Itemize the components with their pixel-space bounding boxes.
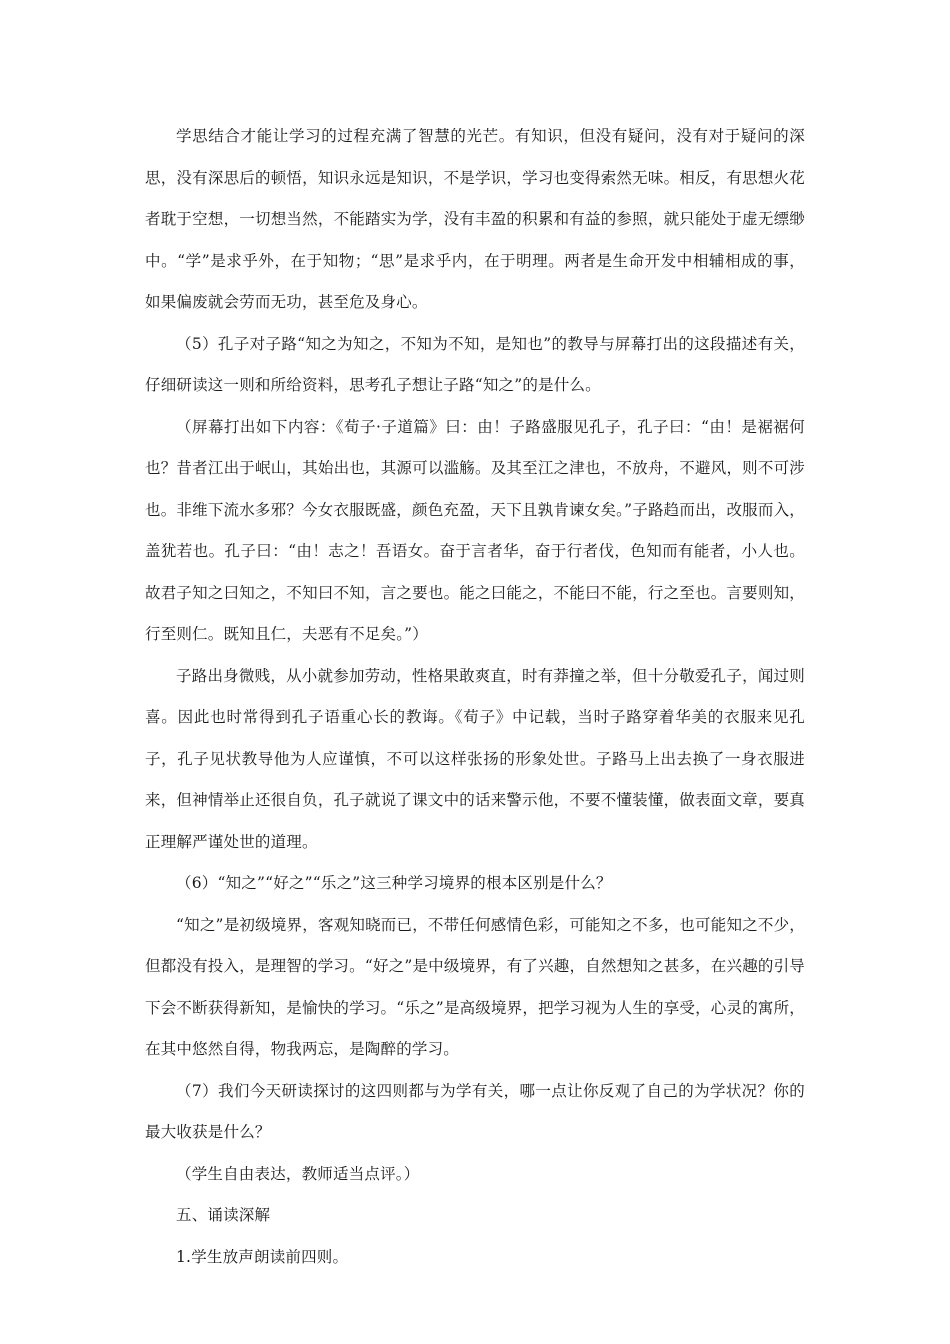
paragraph-student-expression: （学生自由表达，教师适当点评。）	[176, 1164, 420, 1183]
section-heading-recitation: 五、诵读深解	[176, 1206, 271, 1224]
document-page	[145, 116, 805, 1278]
paragraph-study-thinking: 学思结合才能让学习的过程充满了智慧的光芒。有知识，但没有疑问，没有对于疑问的深思，没有深思后的顿悟，知识永远是知识，不是学识，学习也变得索然无味。相反，有思想火花者耽于空想，一切想当然，不能踏实为学，没有丰盈的积累和有益的参照，就只能处于虚无缥缈中。“学”是求乎外，在于知物；“思”是求乎内，在于明理。两者是生命开发中相辅相成的事，如果偏废就会劳而无功，甚至危及身心。	[145, 127, 805, 311]
paragraph-question-7: （7）我们今天研读探讨的这四则都与为学有关，哪一点让你反观了自己的为学状况？你的最大收获是什么？	[145, 1081, 805, 1141]
paragraph-question-6: （6）“知之”“好之”“乐之”这三种学习境界的根本区别是什么？	[176, 874, 612, 892]
paragraph-three-realms: “知之”是初级境界，客观知晓而已，不带任何感情色彩，可能知之不多，也可能知之不少，但都没有投入，是理智的学习。“好之”是中级境界，有了兴趣，自然想知之甚多，在兴趣的引导下会不断获得新知，是愉快的学习。“乐之”是高级境界，把学习视为人生的享受，心灵的寓所，在其中悠然自得，物我两忘，是陶醉的学习。	[145, 915, 805, 1058]
paragraph-zilu-background: 子路出身微贱，从小就参加劳动，性格果敢爽直，时有莽撞之举，但十分敬爱孔子，闻过则喜。因此也时常得到孔子语重心长的教诲。《荀子》中记载，当时子路穿着华美的衣服来见孔子，孔子见状教导他为人应谨慎，不可以这样张扬的形象处世。子路马上出去换了一身衣服进来，但神情举止还很自负，孔子就说了课文中的话来警示他，不要不懂装懂，做表面文章，要真正理解严谨处世的道理。	[145, 666, 805, 851]
paragraph-xunzi-quote: （屏幕打出如下内容：《荀子·子道篇》曰：由！子路盛服见孔子，孔子曰：“由！是裾裾何也？昔者江出于岷山，其始出也，其源可以滥觞。及其至江之津也，不放舟，不避风，则不可涉也。非维下流水多邪？今女衣服既盛，颜色充盈，天下且孰肯谏女矣。”子路趋而出，改服而入，盖犹若也。孔子曰：“由！志之！吾语女。奋于言者华，奋于行者伐，色知而有能者，小人也。故君子知之曰知之，不知曰不知，言之要也。能之曰能之，不能曰不能，行之至也。言要则知，行至则仁。既知且仁，夫恶有不足矣。”）	[145, 417, 805, 643]
paragraph-question-5: （5）孔子对子路“知之为知之，不知为不知，是知也”的教导与屏幕打出的这段描述有关，仔细研读这一则和所给资料，思考孔子想让子路“知之”的是什么。	[145, 334, 805, 394]
list-item-read-aloud: 1.学生放声朗读前四则。	[176, 1247, 349, 1266]
